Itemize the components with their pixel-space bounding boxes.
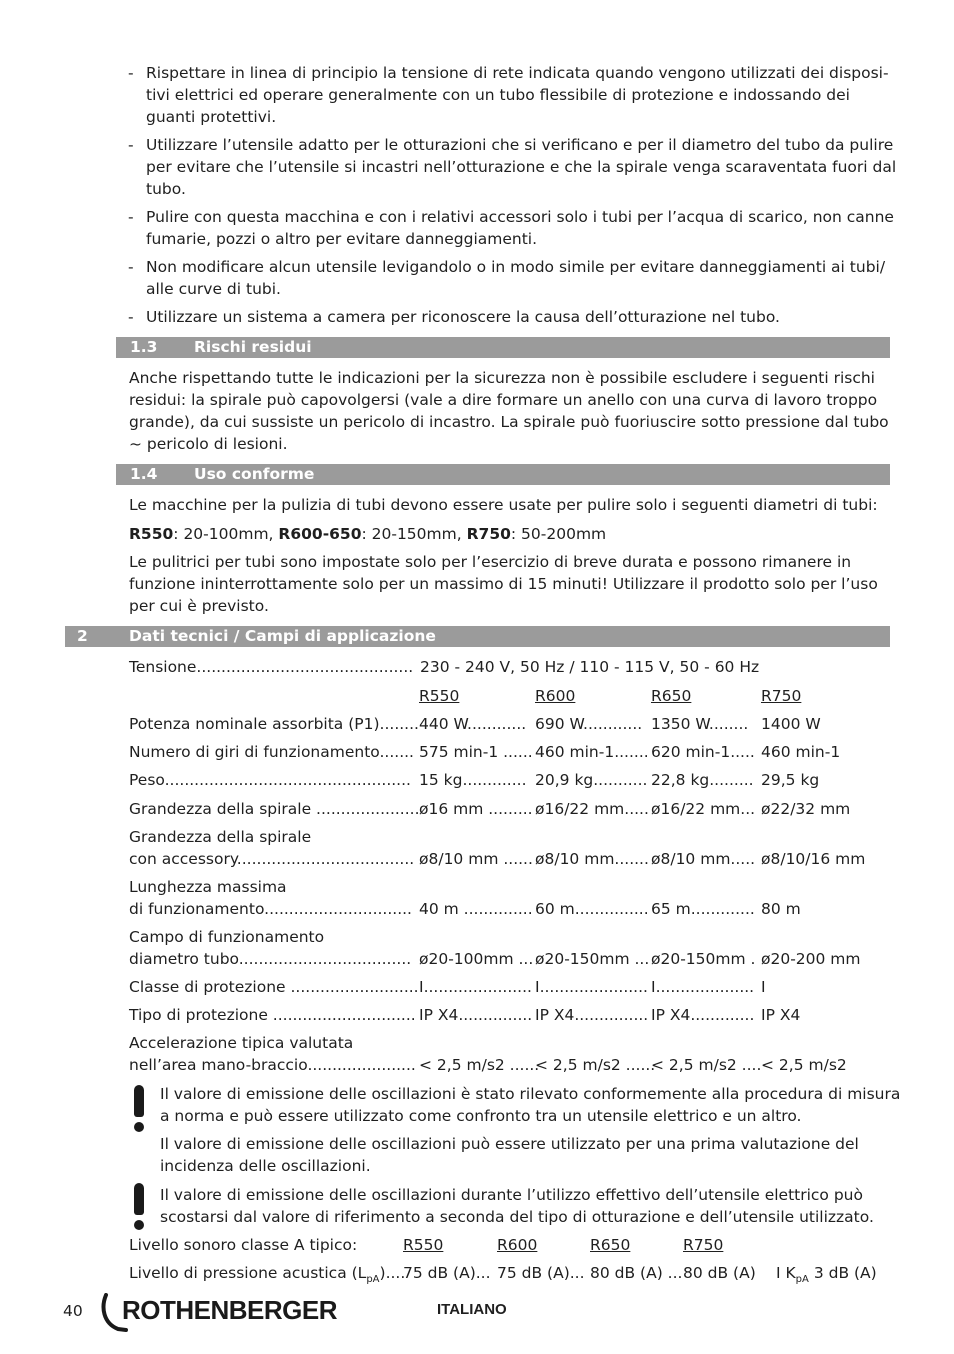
bullet-line: alle curve di tubi. [146,280,281,298]
cell-value: 40 m .............. [419,900,533,918]
voltage-label: Tensione............................................ [129,658,414,676]
row-label: Potenza nominale assorbita (P1)........ [129,715,419,733]
section-title: Dati tecnici / Campi di applicazione [129,627,436,645]
model-header: R750 [683,1236,724,1254]
bullet-line: Pulire con questa macchina e con i relativi accessori solo i tubi per l’acqua di scarico, non canne [146,208,894,226]
cell-value: 620 min-1..... [651,743,755,761]
row-label: Accelerazione tipica valutata [129,1034,354,1052]
bullet-line: Utilizzare l’utensile adatto per le otturazioni che si verificano e per il diametro del tubo da pulire [146,136,894,154]
cell-value: < 2,5 m/s2 .... [651,1056,762,1074]
paragraph-line: a norma e può essere utilizzato come confronto tra un utensile elettrico e un altro. [160,1107,802,1125]
cell-value: I.................... [651,978,755,996]
cell-value: 60 m............... [535,900,649,918]
row-label: Peso.................................................. [129,771,411,789]
cell-value: ø8/10 mm....... [535,850,649,868]
row-label: diametro tubo................................... [129,950,412,968]
cell-value: 1400 W [761,715,821,733]
paragraph-line: Il valore di emissione delle oscillazioni è stato rilevato conformemente alla procedura di misura [160,1085,901,1103]
model-range: : 20-150mm, [361,525,467,543]
row-label: con accessory.................................... [129,850,415,868]
brand-logo [100,1291,350,1335]
model-range: : 50-200mm [510,525,607,543]
model-header: R650 [651,687,692,705]
section-number: 2 [77,627,88,645]
cell-value: 75 dB (A)... [403,1264,491,1282]
intro-text: Le macchine per la pulizia di tubi devono essere usate per pulire solo i seguenti diametri di tubi: [129,496,878,514]
section-heading-2 [65,626,890,647]
cell-value: IP X4............... [535,1006,649,1024]
bullet-line: Utilizzare un sistema a camera per riconoscere la causa dell’otturazione nel tubo. [146,308,780,326]
cell-value: 1350 W........ [651,715,749,733]
cell-value: < 2,5 m/s2 ...... [419,1056,540,1074]
model-name: R550 [129,525,174,543]
bullet-line: Rispettare in linea di principio la tensione di rete indicata quando vengono utilizzati dei disposi- [146,64,889,82]
paragraph-line: Il valore di emissione delle oscillazioni durante l’utilizzo effettivo dell’utensile elettrico può [160,1186,863,1204]
page-number: 40 [63,1302,83,1320]
cell-value: 65 m............. [651,900,755,918]
cell-value: ø20-100mm ... [419,950,534,968]
paragraph-line: per cui è previsto. [129,597,269,615]
paragraph-line: Anche rispettando tutte le indicazioni per la sicurezza non è possibile escludere i seguenti rischi [129,369,875,387]
cell-value: ø8/10 mm ...... [419,850,533,868]
bullet-line: per evitare che l’utensile si incastri nell’otturazione e che la spirale venga scaraventata fuori dal [146,158,897,176]
model-header: R600 [497,1236,538,1254]
paragraph-line: ~ pericolo di lesioni. [129,435,288,453]
cell-value: 75 dB (A)... [497,1264,585,1282]
cell-value: 29,5 kg [761,771,820,789]
section-heading-1-4 [116,464,890,485]
cell-value: IP X4 [761,1006,801,1024]
section-number: 1.4 [130,465,158,483]
model-name: R750 [466,525,511,543]
voltage-value: 230 - 240 V, 50 Hz / 110 - 115 V, 50 - 60 Hz [420,658,760,676]
brand-wordmark: ROTHENBERGER [122,1295,338,1325]
row-label: Grandezza della spirale ..................... [129,800,420,818]
bullet-line: guanti protettivi. [146,108,277,126]
section-title: Uso conforme [194,465,315,483]
cell-value: 15 kg............. [419,771,527,789]
cell-value: IP X4............... [419,1006,533,1024]
cell-value: < 2,5 m/s2 ...... [535,1056,656,1074]
cell-value: I [761,978,766,996]
uncertainty: I $K_{pA}$ 3 dB (A) [776,1264,877,1286]
paragraph-line: grande), da cui sussiste un pericolo di incastro. La spirale può fuoriuscire sotto pressione dal tubo [129,413,889,431]
sound-label: Livello sonoro classe A tipico: [129,1236,358,1254]
cell-value: IP X4............. [651,1006,755,1024]
cell-value: 440 W............ [419,715,527,733]
paragraph-line: Il valore di emissione delle oscillazioni può essere utilizzato per una prima valutazione del [160,1135,859,1153]
bullet-line: fumarie, pozzi o altro per evitare danneggiamenti. [146,230,538,248]
cell-value: I...................... [535,978,648,996]
row-label: Lunghezza massima [129,878,287,896]
row-label: Grandezza della spirale [129,828,312,846]
cell-value: 22,8 kg......... [651,771,754,789]
row-label: Classe di protezione .......................... [129,978,419,996]
cell-value: ø20-200 mm [761,950,861,968]
section-title: Rischi residui [194,338,312,356]
section-number: 1.3 [130,338,158,356]
paragraph-line: scostarsi dal valore di riferimento a seconda del tipo di otturazione e dell’utensile utilizzato. [160,1208,874,1226]
row-label: di funzionamento.............................. [129,900,412,918]
cell-value: < 2,5 m/s2 [761,1056,847,1074]
cell-value: 80 dB (A) ... [590,1264,683,1282]
model-header: R600 [535,687,576,705]
model-name: R600-650 [278,525,362,543]
bullet-line: tubo. [146,180,186,198]
cell-value: ø8/10 mm..... [651,850,756,868]
cell-value: ø22/32 mm [761,800,851,818]
paragraph-line: funzione ininterrottamente solo per un massimo di 15 minuti! Utilizzare il prodotto solo per l’uso [129,575,878,593]
bullet-line: tivi elettrici ed operare generalmente con un tubo flessibile di protezione e indossando dei [146,86,850,104]
model-ranges [129,523,606,545]
cell-value: 20,9 kg........... [535,771,648,789]
cell-value: 460 min-1....... [535,743,649,761]
cell-value: ø16/22 mm... [651,800,756,818]
row-label: Tipo di protezione ............................. [129,1006,416,1024]
row-label: nell’area mano-braccio...................... [129,1056,416,1074]
cell-value: 460 min-1 [761,743,841,761]
row-label: Campo di funzionamento [129,928,325,946]
paragraph-line: incidenza delle oscillazioni. [160,1157,371,1175]
model-header: R550 [403,1236,444,1254]
cell-value: 690 W............ [535,715,643,733]
model-header: R550 [419,687,460,705]
cell-value: ø16 mm ......... [419,800,533,818]
cell-value: I...................... [419,978,532,996]
cell-value: 80 m [761,900,801,918]
section-heading-1-3 [116,337,890,358]
pressure-label: Livello di pressione acustica $(L_{pA})$.... [129,1264,406,1286]
model-header: R750 [761,687,802,705]
paragraph-line: residui: la spirale può capovolgersi (vale a dire formare un anello con una curva di lavoro troppo [129,391,878,409]
language-label: ITALIANO [437,1301,507,1318]
paragraph-line: Le pulitrici per tubi sono impostate solo per l’esercizio di breve durata e possono rimanere in [129,553,852,571]
cell-value: 80 dB (A) [683,1264,756,1282]
cell-value: ø20-150mm . [651,950,756,968]
cell-value: ø20-150mm ... [535,950,650,968]
cell-value: ø8/10/16 mm [761,850,866,868]
model-range: : 20-100mm, [173,525,279,543]
model-header: R650 [590,1236,631,1254]
bullet-line: Non modificare alcun utensile levigandolo o in modo simile per evitare danneggiamenti ai tubi/ [146,258,886,276]
row-label: Numero di giri di funzionamento....... [129,743,414,761]
cell-value: 575 min-1 ...... [419,743,533,761]
cell-value: ø16/22 mm..... [535,800,649,818]
